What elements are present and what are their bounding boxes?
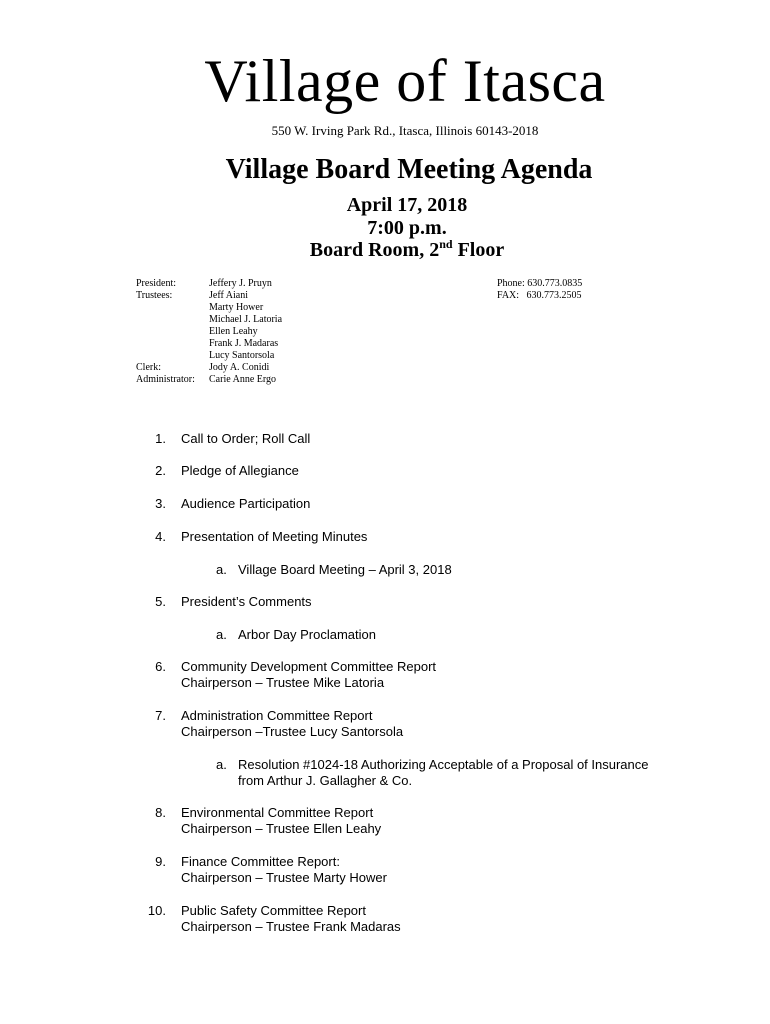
- trustees-row: [136, 290, 282, 362]
- room-ordinal: nd: [439, 237, 453, 251]
- agenda-item-number: 9.: [155, 854, 166, 869]
- agenda-item-text: Public Safety Committee Report: [181, 903, 366, 918]
- agenda-item-chairperson: Chairperson – Trustee Frank Madaras: [181, 919, 401, 934]
- agenda-item-number: 2.: [155, 463, 166, 478]
- meeting-time: 7:00 p.m.: [367, 217, 447, 239]
- agenda-item-chairperson: Chairperson – Trustee Marty Hower: [181, 870, 387, 885]
- fax-number: FAX: 630.773.2505: [497, 290, 582, 301]
- phone-number: Phone: 630.773.0835: [497, 278, 583, 289]
- agenda-item-number: 8.: [155, 805, 166, 820]
- agenda-item-chairperson: Chairperson – Trustee Mike Latoria: [181, 675, 385, 690]
- trustee-name: Ellen Leahy: [209, 326, 258, 337]
- officials-list: [136, 278, 282, 386]
- agenda-item-text: President’s Comments: [181, 594, 312, 609]
- agenda-subitem-letter: a.: [216, 627, 227, 642]
- agenda-item-text: Presentation of Meeting Minutes: [181, 529, 368, 544]
- administrator-name: Carie Anne Ergo: [209, 374, 277, 385]
- agenda-item-text: Call to Order; Roll Call: [181, 431, 311, 446]
- trustee-name: Marty Hower: [209, 302, 264, 313]
- agenda-item-text: Pledge of Allegiance: [181, 463, 299, 478]
- administrator-label: Administrator:: [136, 374, 195, 385]
- trustee-name: Lucy Santorsola: [209, 350, 275, 361]
- clerk-row: [136, 362, 282, 374]
- village-title: Village of Itasca: [204, 48, 606, 114]
- agenda-item-text: Community Development Committee Report: [181, 659, 437, 674]
- room-suffix: Floor: [452, 239, 505, 261]
- trustee-name: Frank J. Madaras: [209, 338, 279, 349]
- agenda-item-number: 3.: [155, 496, 166, 511]
- president-row: [136, 278, 282, 290]
- village-address: 550 W. Irving Park Rd., Itasca, Illinois 60143-2018: [271, 123, 539, 138]
- agenda-item-number: 5.: [155, 594, 166, 609]
- agenda-subitem-letter: a.: [216, 562, 227, 577]
- agenda-subitem-text: from Arthur J. Gallagher & Co.: [238, 773, 413, 788]
- agenda-subitem-text: Arbor Day Proclamation: [238, 627, 376, 642]
- agenda-item-text: Finance Committee Report:: [181, 854, 340, 869]
- meeting-room: [0, 238, 770, 262]
- agenda-heading: Village Board Meeting Agenda: [225, 154, 593, 185]
- administrator-row: [136, 374, 282, 386]
- agenda-item-number: 7.: [155, 708, 166, 723]
- agenda-item-number: 10.: [147, 903, 166, 918]
- agenda-item-number: 4.: [155, 529, 166, 544]
- agenda-item-number: 6.: [155, 659, 166, 674]
- agenda-subitem-letter: a.: [216, 757, 227, 772]
- contact-info: [497, 278, 582, 302]
- trustee-name: Michael J. Latoria: [209, 314, 283, 325]
- trustee-name: Jeff Aiani: [209, 290, 248, 301]
- agenda-item-number: 1.: [155, 431, 166, 446]
- room-prefix: Board Room, 2: [309, 239, 440, 261]
- agenda-subitem-text: Village Board Meeting – April 3, 2018: [238, 562, 452, 577]
- meeting-date: April 17, 2018: [346, 194, 468, 216]
- agenda-item-chairperson: Chairperson – Trustee Ellen Leahy: [181, 821, 382, 836]
- agenda-item-text: Audience Participation: [181, 496, 311, 511]
- agenda-subitem-text: Resolution #1024-18 Authorizing Acceptable of a Proposal of Insurance: [238, 757, 649, 772]
- clerk-label: Clerk:: [136, 362, 161, 373]
- agenda-item-text: Environmental Committee Report: [181, 805, 374, 820]
- agenda-item-chairperson: Chairperson –Trustee Lucy Santorsola: [181, 724, 404, 739]
- president-name: Jeffery J. Pruyn: [209, 278, 272, 289]
- trustees-label: Trustees:: [136, 290, 173, 301]
- president-label: President:: [136, 278, 176, 289]
- clerk-name: Jody A. Conidi: [209, 362, 270, 373]
- agenda-item-text: Administration Committee Report: [181, 708, 373, 723]
